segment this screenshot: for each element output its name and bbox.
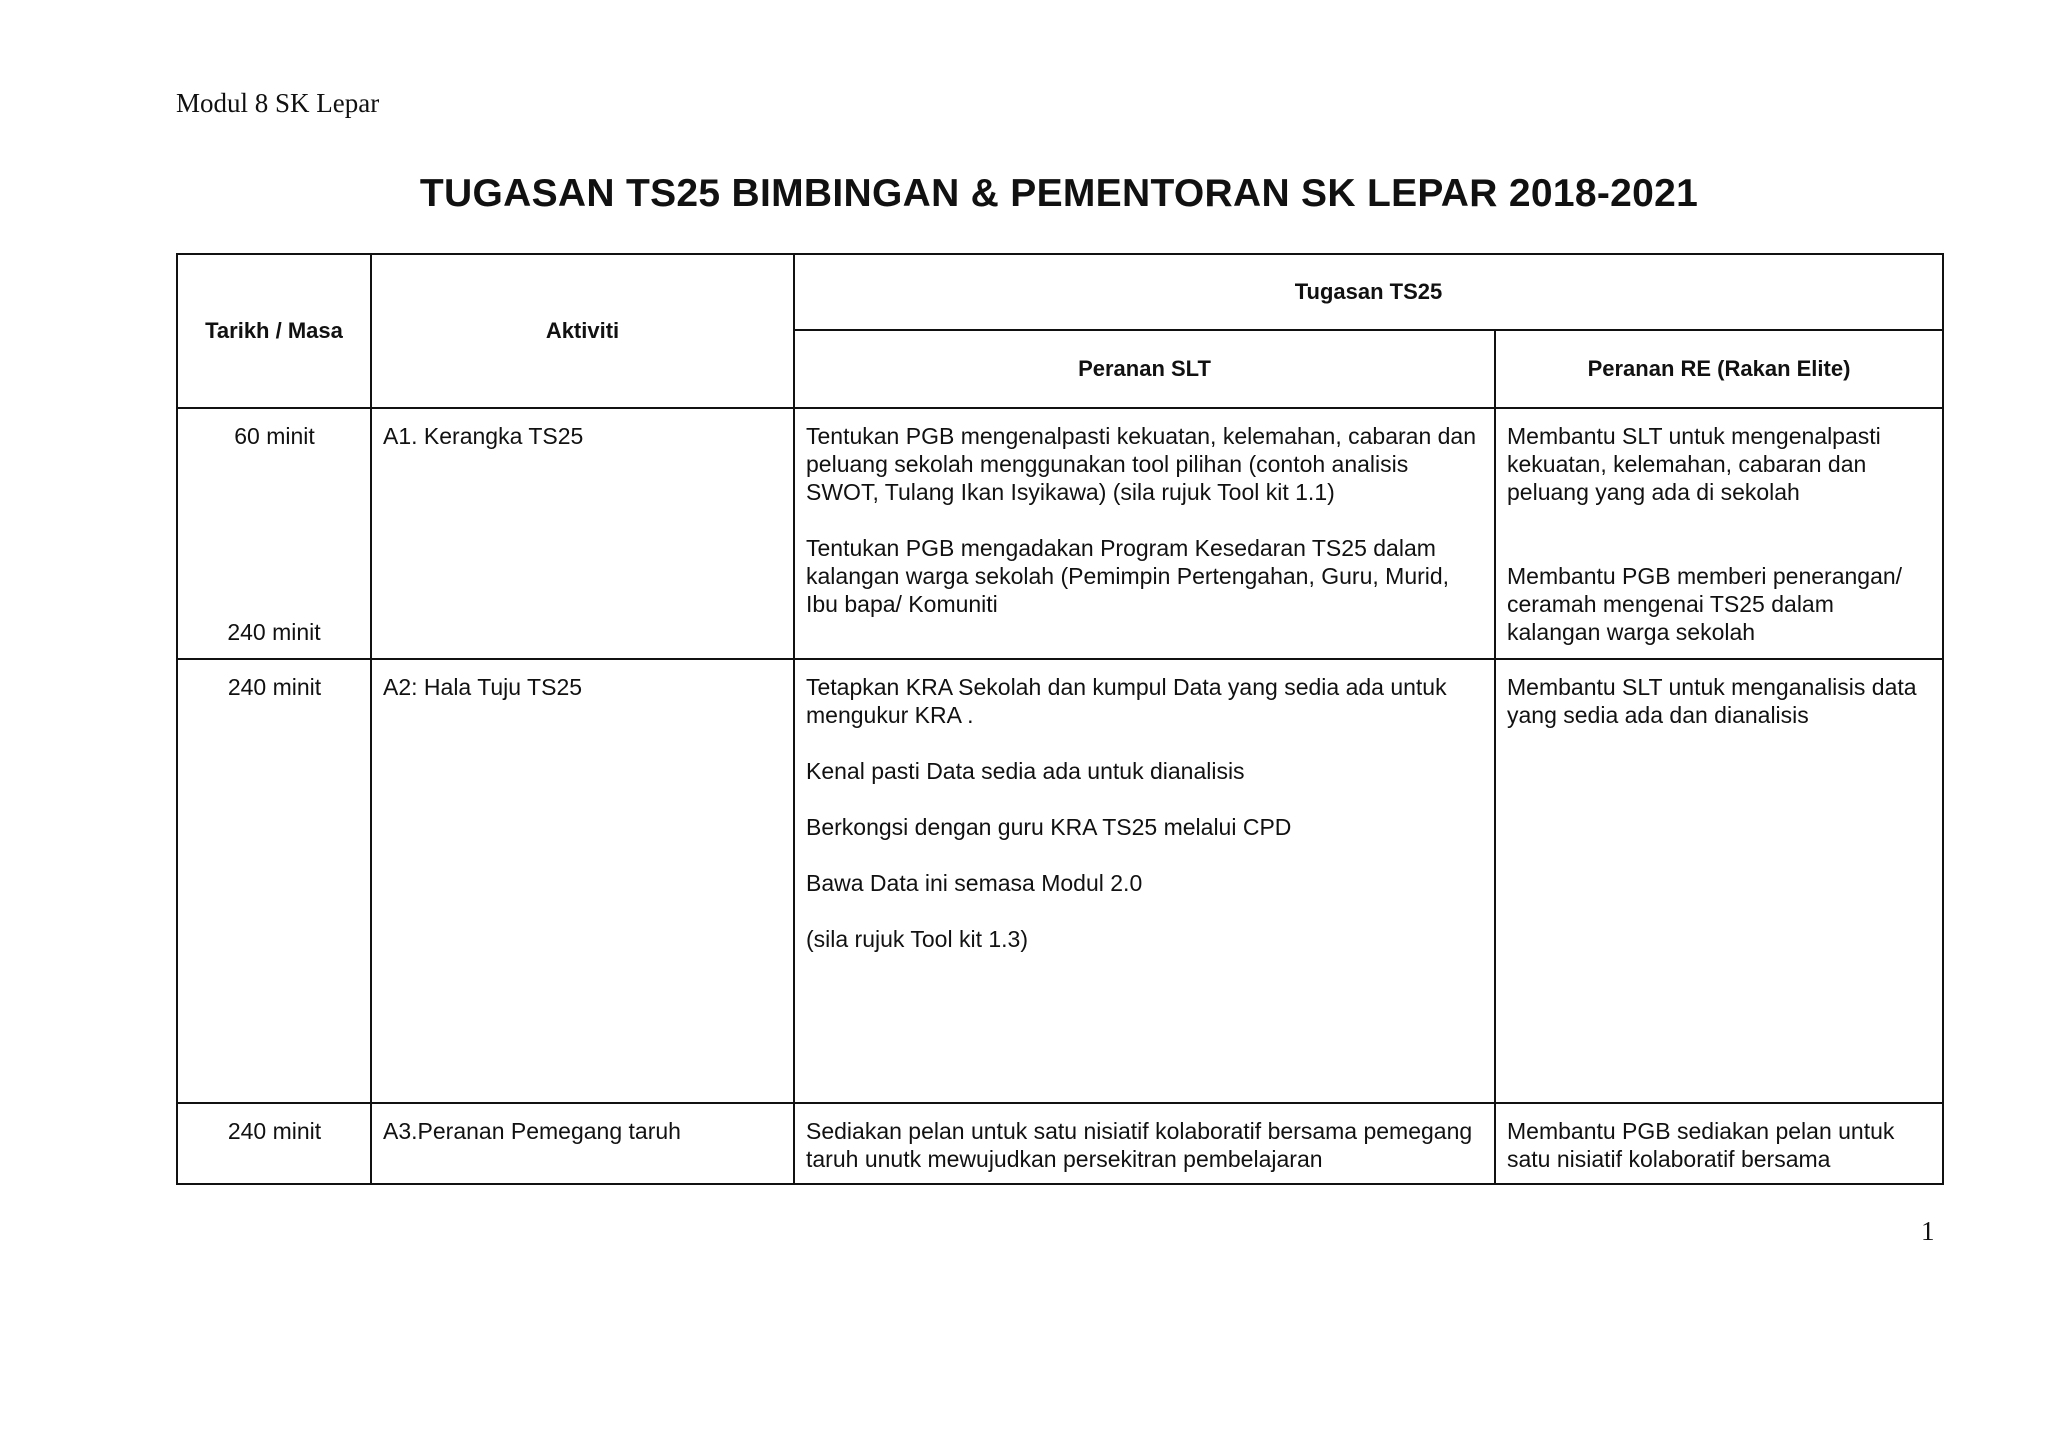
activity-cell bbox=[371, 1103, 794, 1184]
slt-role-cell bbox=[794, 1103, 1495, 1184]
header-re-role: Peranan RE (Rakan Elite) bbox=[1495, 330, 1943, 408]
re-paragraph: Membantu SLT untuk mengenalpasti kekuatan, kelemahan, cabaran dan peluang yang ada di sekolah bbox=[1507, 423, 1881, 505]
header-slt-role: Peranan SLT bbox=[794, 330, 1495, 408]
table-row bbox=[177, 408, 1943, 659]
time-top: 60 minit bbox=[234, 423, 315, 449]
page-number: 1 bbox=[1921, 1216, 1935, 1246]
table-row bbox=[177, 1103, 1943, 1184]
slt-role-cell bbox=[794, 408, 1495, 659]
header-group-tasks: Tugasan TS25 bbox=[794, 254, 1943, 330]
time-cell bbox=[177, 659, 371, 1103]
re-role-cell bbox=[1495, 1103, 1943, 1184]
activity-cell bbox=[371, 659, 794, 1103]
activity-text: A3.Peranan Pemegang taruh bbox=[383, 1118, 681, 1144]
activity-text: A2: Hala Tuju TS25 bbox=[383, 674, 583, 700]
re-paragraph: Membantu SLT untuk menganalisis data yang sedia ada dan dianalisis bbox=[1507, 674, 1917, 728]
activity-text: A1. Kerangka TS25 bbox=[383, 423, 584, 449]
time-top: 240 minit bbox=[227, 1118, 322, 1144]
slt-role-cell bbox=[794, 659, 1495, 1103]
running-header: Modul 8 SK Lepar bbox=[176, 88, 380, 118]
slt-paragraph: Berkongsi dengan guru KRA TS25 melalui CPD bbox=[806, 814, 1292, 840]
table-row bbox=[177, 659, 1943, 1103]
time-bottom: 240 minit bbox=[227, 619, 321, 645]
slt-paragraph: (sila rujuk Tool kit 1.3) bbox=[806, 926, 1028, 952]
re-role-cell bbox=[1495, 408, 1943, 659]
header-activity: Aktiviti bbox=[371, 254, 794, 408]
slt-paragraph: Tentukan PGB mengenalpasti kekuatan, kelemahan, cabaran dan peluang sekolah menggunakan tool pilihan (contoh analisis SWOT, Tulang Ikan Isyikawa) (sila rujuk Tool kit 1.1) bbox=[806, 423, 1476, 505]
header-time: Tarikh / Masa bbox=[177, 254, 371, 408]
slt-paragraph: Bawa Data ini semasa Modul 2.0 bbox=[806, 870, 1143, 896]
document-title: TUGASAN TS25 BIMBINGAN & PEMENTORAN SK LEPAR 2018-2021 bbox=[419, 172, 1699, 215]
re-paragraph: Membantu PGB sediakan pelan untuk satu nisiatif kolaboratif bersama bbox=[1507, 1118, 1895, 1172]
time-cell bbox=[177, 408, 371, 659]
slt-paragraph: Tetapkan KRA Sekolah dan kumpul Data yang sedia ada untuk mengukur KRA . bbox=[806, 674, 1447, 728]
table-header-row bbox=[177, 254, 1943, 330]
slt-paragraph: Kenal pasti Data sedia ada untuk dianalisis bbox=[806, 758, 1245, 784]
time-cell bbox=[177, 1103, 371, 1184]
activity-cell bbox=[371, 408, 794, 659]
slt-paragraph: Sediakan pelan untuk satu nisiatif kolaboratif bersama pemegang taruh unutk mewujudkan persekitran pembelajaran bbox=[806, 1118, 1473, 1172]
time-top: 240 minit bbox=[227, 674, 322, 700]
re-role-cell bbox=[1495, 659, 1943, 1103]
re-paragraph: Membantu PGB memberi penerangan/ ceramah mengenai TS25 dalam kalangan warga sekolah bbox=[1507, 563, 1903, 645]
mentoring-task-table bbox=[176, 253, 1944, 1185]
slt-paragraph: Tentukan PGB mengadakan Program Kesedaran TS25 dalam kalangan warga sekolah (Pemimpin Pertengahan, Guru, Murid, Ibu bapa/ Komuniti bbox=[806, 535, 1450, 617]
